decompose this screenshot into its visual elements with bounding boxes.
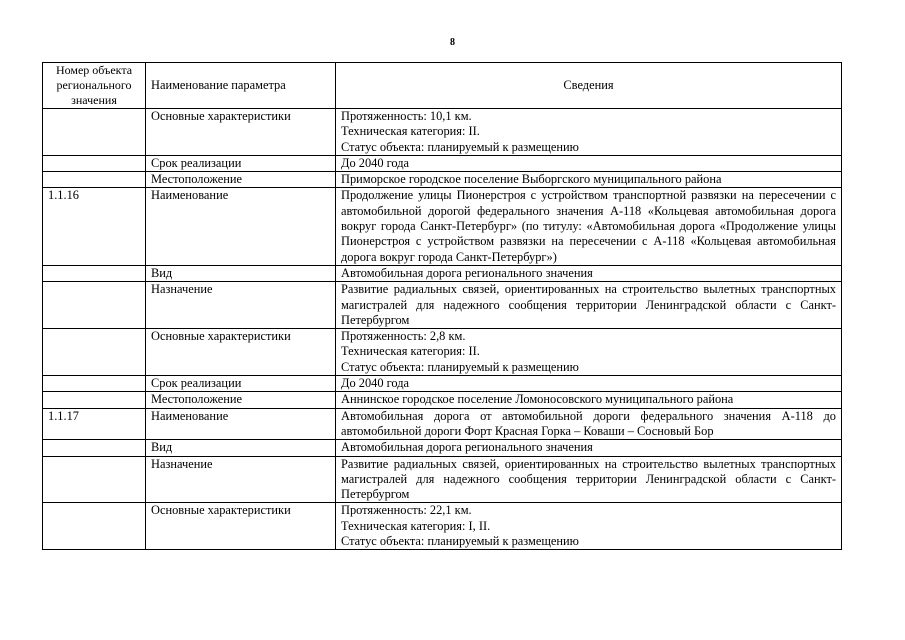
header-details: Сведения [336, 63, 842, 109]
details-cell [336, 188, 842, 265]
details-line: Автомобильная дорога регионального значения [341, 265, 593, 280]
object-number-cell [43, 282, 146, 329]
table-row [43, 109, 842, 156]
details-line: Протяженность: 10,1 км. [341, 109, 472, 123]
details-line: Продолжение улицы Пионерстроя с устройством транспортной развязки на пересечении с автомобильной дорогой федерального значения А-118 «Кольцевая автомобильная дорога вокруг города Санкт-Петербург» (по титулу: «Автомобильная дорога «Продолжение улицы Пионерстроя с устройством развязки на пересечении с А-118 «Кольцевая автомобильная дорога вокруг города Санкт-Петербург») [341, 188, 836, 264]
details-line: Техническая категория: II. [341, 124, 480, 139]
details-line: Протяженность: 2,8 км. [341, 329, 466, 344]
regional-objects-table [42, 62, 842, 550]
details-line: Автомобильная дорога регионального значения [341, 440, 593, 455]
parameter-name-cell: Наименование [146, 408, 336, 440]
header-parameter-name: Наименование параметра [146, 63, 336, 109]
table-body [43, 109, 842, 550]
table-row [43, 376, 842, 392]
table-header-row [43, 63, 842, 109]
parameter-name-cell: Основные характеристики [146, 329, 336, 376]
details-line: Аннинское городское поселение Ломоносовского муниципального района [341, 392, 734, 407]
table-row [43, 265, 842, 281]
object-number-cell [43, 503, 146, 550]
details-line: Статус объекта: планируемый к размещению [341, 359, 579, 374]
details-cell [336, 265, 842, 281]
details-cell [336, 172, 842, 188]
table-row [43, 503, 842, 550]
parameter-name-cell: Вид [146, 440, 336, 456]
details-cell [336, 503, 842, 550]
details-cell [336, 392, 842, 408]
details-line: Приморское городское поселение Выборгского муниципального района [341, 172, 722, 187]
object-number-cell [43, 109, 146, 156]
table-row [43, 188, 842, 265]
parameter-name-cell: Срок реализации [146, 376, 336, 392]
details-cell [336, 456, 842, 503]
table-row [43, 155, 842, 171]
object-number-cell [43, 456, 146, 503]
object-number-cell [43, 155, 146, 171]
details-cell [336, 440, 842, 456]
object-number-cell [43, 376, 146, 392]
table-row [43, 456, 842, 503]
object-number-cell [43, 329, 146, 376]
details-line: Развитие радиальных связей, ориентированных на строительство вылетных транспортных магистралей для надежного сообщения территории Ленинградской области с Санкт-Петербургом [341, 456, 836, 502]
details-line: Техническая категория: II. [341, 344, 480, 359]
parameter-name-cell: Срок реализации [146, 155, 336, 171]
details-line: До 2040 года [341, 155, 410, 170]
table-row [43, 282, 842, 329]
details-line: До 2040 года [341, 376, 410, 391]
header-object-number: Номер объекта регионального значения [43, 63, 146, 109]
object-number-cell [43, 172, 146, 188]
details-cell [336, 408, 842, 440]
object-number-cell [43, 392, 146, 408]
details-line: Развитие радиальных связей, ориентированных на строительство вылетных транспортных магистралей для надежного сообщения территории Ленинградской области с Санкт-Петербургом [341, 282, 836, 327]
table-row [43, 408, 842, 440]
details-cell [336, 109, 842, 156]
details-line: Статус объекта: планируемый к размещению [341, 534, 579, 549]
object-number-cell [43, 440, 146, 456]
details-line: Протяженность: 22,1 км. [341, 503, 472, 518]
details-cell [336, 376, 842, 392]
parameter-name-cell: Основные характеристики [146, 109, 336, 156]
object-number-cell [43, 265, 146, 281]
parameter-name-cell: Назначение [146, 282, 336, 329]
parameter-name-cell: Назначение [146, 456, 336, 503]
parameter-name-cell: Основные характеристики [146, 503, 336, 550]
details-line: Автомобильная дорога от автомобильной дороги федерального значения А-118 до автомобильной дороги Форт Красная Горка – Коваши – Сосновый Бор [341, 408, 836, 438]
object-number-cell: 1.1.16 [43, 188, 146, 265]
details-cell [336, 282, 842, 329]
page-number: 8 [450, 37, 455, 48]
details-line: Статус объекта: планируемый к размещению [341, 139, 579, 154]
parameter-name-cell: Местоположение [146, 392, 336, 408]
details-cell [336, 155, 842, 171]
details-cell [336, 329, 842, 376]
parameter-name-cell: Местоположение [146, 172, 336, 188]
table-row [43, 172, 842, 188]
details-line: Техническая категория: I, II. [341, 518, 491, 533]
table-row [43, 329, 842, 376]
parameter-name-cell: Вид [146, 265, 336, 281]
parameter-name-cell: Наименование [146, 188, 336, 265]
object-number-cell: 1.1.17 [43, 408, 146, 440]
table-row [43, 392, 842, 408]
table-row [43, 440, 842, 456]
